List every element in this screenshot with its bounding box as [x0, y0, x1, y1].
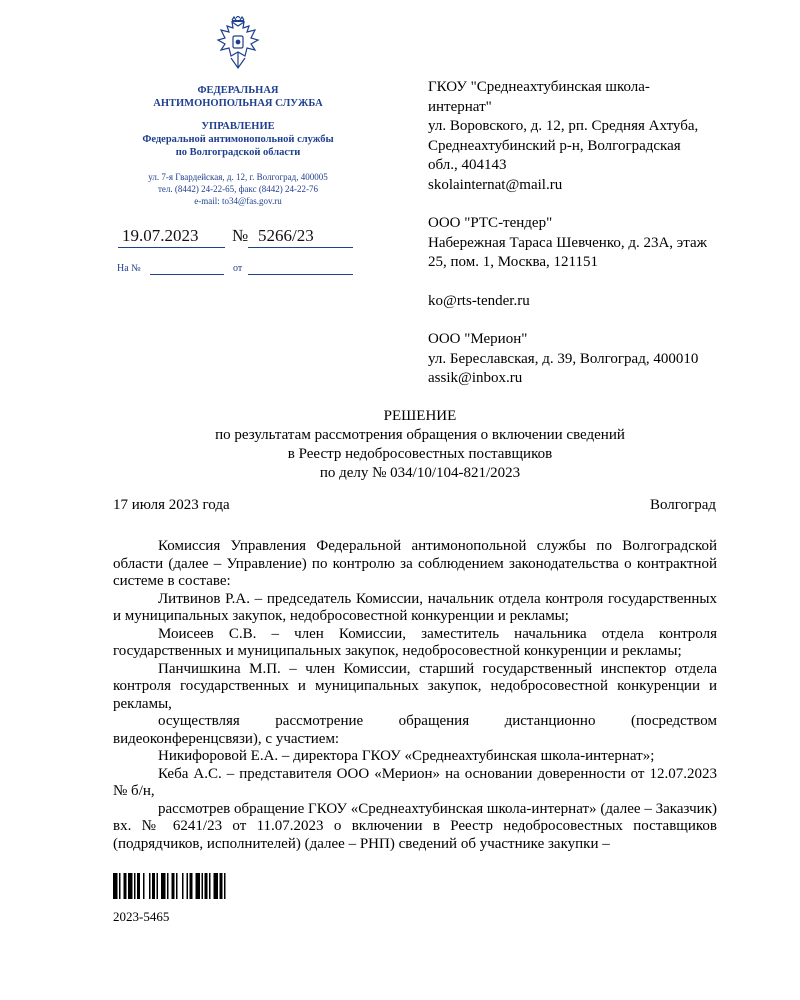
- addressee-operator-email: [428, 292, 738, 312]
- addressee-line: ул. Воровского, д. 12, рп. Средняя Ахтуба,: [428, 118, 699, 134]
- body-paragraph: Кеба А.С. – представителя ООО «Мерион» на основании доверенности от 12.07.2023 № б/н,: [113, 765, 717, 799]
- barcode-bar: [113, 873, 118, 899]
- addressee-line: интернат": [428, 98, 492, 115]
- barcode-bar: [176, 873, 178, 899]
- addressee-email: assik@inbox.ru: [428, 370, 523, 386]
- barcode-bar: [220, 873, 223, 899]
- barcode-bar: [205, 873, 208, 899]
- barcode-bar: [128, 873, 133, 899]
- document-date: 19.07.2023: [122, 226, 199, 245]
- body-paragraph: осуществляя рассмотрение обращения дистанционно (посредством видеоконференцсвязи), с участием:: [113, 713, 717, 747]
- addressee-line: ООО "РТС-тендер": [428, 215, 553, 231]
- addressee-email: skolainternat@mail.ru: [428, 176, 563, 193]
- barcode-bar: [224, 873, 226, 899]
- department-line: по Волгоградской области: [175, 147, 301, 158]
- barcode-bar: [196, 873, 201, 899]
- barcode-bar: [209, 873, 211, 899]
- barcode-bar: [182, 873, 184, 899]
- decision-subtitle-line: в Реестр недобросовестных поставщиков: [287, 446, 553, 462]
- addressee-customer: [428, 78, 738, 195]
- addressee-line: ГКОУ "Среднеахтубинская школа-: [428, 79, 650, 95]
- barcode-bar: [172, 873, 175, 899]
- agency-contacts: [110, 171, 366, 207]
- addressee-line: Набережная Тараса Шевченко, д. 23А, этаж: [428, 234, 708, 251]
- reference-number-label: На №: [117, 263, 141, 274]
- agency-email: e-mail: to34@fas.gov.ru: [194, 196, 282, 206]
- addressee-line: Среднеахтубинский р-н, Волгоградская: [428, 137, 681, 154]
- barcode-bar: [134, 873, 136, 899]
- department-line: Федеральной антимонопольной службы: [142, 134, 334, 145]
- agency-name-line: ФЕДЕРАЛЬНАЯ: [197, 85, 279, 96]
- decision-title: [110, 407, 730, 483]
- addressee-line: ООО "Мерион": [428, 331, 528, 347]
- barcode-bar: [137, 873, 140, 899]
- reference-date-line: [248, 274, 353, 275]
- barcode-bar: [143, 873, 145, 899]
- decision-subtitle-line: по результатам рассмотрения обращения о включении сведений: [215, 427, 625, 443]
- decision-city: Волгоград: [650, 497, 717, 513]
- body-paragraph: Панчишкина М.П. – член Комиссии, старший государственный инспектор отдела контроля государственных и муниципальных закупок, недобросовестной конкуренции и рекламы,: [113, 660, 717, 712]
- addressee-line: ул. Береславская, д. 39, Волгоград, 400010: [428, 350, 699, 367]
- barcode-bar: [167, 873, 169, 899]
- case-number: по делу № 034/10/104-821/2023: [319, 465, 521, 481]
- document-number: 5266/23: [258, 226, 314, 245]
- addressee-participant: [428, 330, 738, 389]
- agency-name-line: АНТИМОНОПОЛЬНАЯ СЛУЖБА: [153, 98, 323, 109]
- addressee-list: [428, 78, 738, 408]
- reference-number-line: [150, 274, 224, 275]
- number-sign: №: [232, 226, 249, 245]
- barcode-bar: [119, 873, 121, 899]
- reference-from-label: от: [233, 263, 243, 274]
- department-line: УПРАВЛЕНИЕ: [201, 121, 275, 132]
- barcode-bar: [214, 873, 219, 899]
- body-paragraph: Никифоровой Е.А. – директора ГКОУ «Среднеахтубинская школа-интернат»;: [158, 748, 655, 764]
- body-paragraph: Моисеев С.В. – член Комиссии, заместитель начальника отдела контроля государственных и муниципальных закупок, недобросовестной конкуренции и рекламы;: [113, 625, 717, 659]
- addressee-operator: [428, 214, 738, 273]
- agency-department: [110, 120, 366, 159]
- coat-of-arms-icon: [213, 16, 263, 72]
- decision-heading: РЕШЕНИЕ: [383, 408, 457, 424]
- barcode-bar: [149, 873, 151, 899]
- number-underline: [248, 247, 353, 248]
- barcode-bar: [124, 873, 127, 899]
- barcode-bar: [202, 873, 204, 899]
- barcode-bar: [187, 873, 189, 899]
- addressee-email: ko@rts-tender.ru: [428, 292, 530, 309]
- decision-body: [113, 538, 717, 853]
- agency-phone: тел. (8442) 24-22-65, факс (8442) 24-22-76: [157, 184, 319, 194]
- addressee-line: 25, пом. 1, Москва, 121151: [428, 254, 599, 270]
- agency-address: ул. 7-я Гвардейская, д. 12, г. Волгоград, 400005: [148, 172, 328, 182]
- barcode-bar: [161, 873, 166, 899]
- date-underline: [118, 247, 225, 248]
- addressee-line: обл., 404143: [428, 157, 507, 173]
- barcode-bar: [157, 873, 159, 899]
- body-paragraph: Комиссия Управления Федеральной антимонопольной службы по Волгоградской области (далее – Управление) по контролю за соблюдением законодательства о контрактной системе в составе:: [113, 538, 717, 589]
- barcode: [113, 873, 258, 899]
- barcode-bar: [152, 873, 155, 899]
- barcode-number: 2023-5465: [113, 909, 170, 924]
- barcode-bar: [190, 873, 193, 899]
- agency-name: [110, 84, 366, 110]
- body-paragraph: рассмотрев обращение ГКОУ «Среднеахтубинская школа-интернат» (далее – Заказчик) вх. № 6241/23 от 11.07.2023 о включении в Реестр недобросовестных поставщиков (подрядчиков, исполнителей) (далее – РНП) сведений об участнике закупки –: [113, 800, 717, 852]
- decision-date: 17 июля 2023 года: [113, 497, 230, 513]
- body-paragraph: Литвинов Р.А. – председатель Комиссии, начальник отдела контроля государственных и муниципальных закупок, недобросовестной конкуренции и рекламы;: [113, 590, 717, 624]
